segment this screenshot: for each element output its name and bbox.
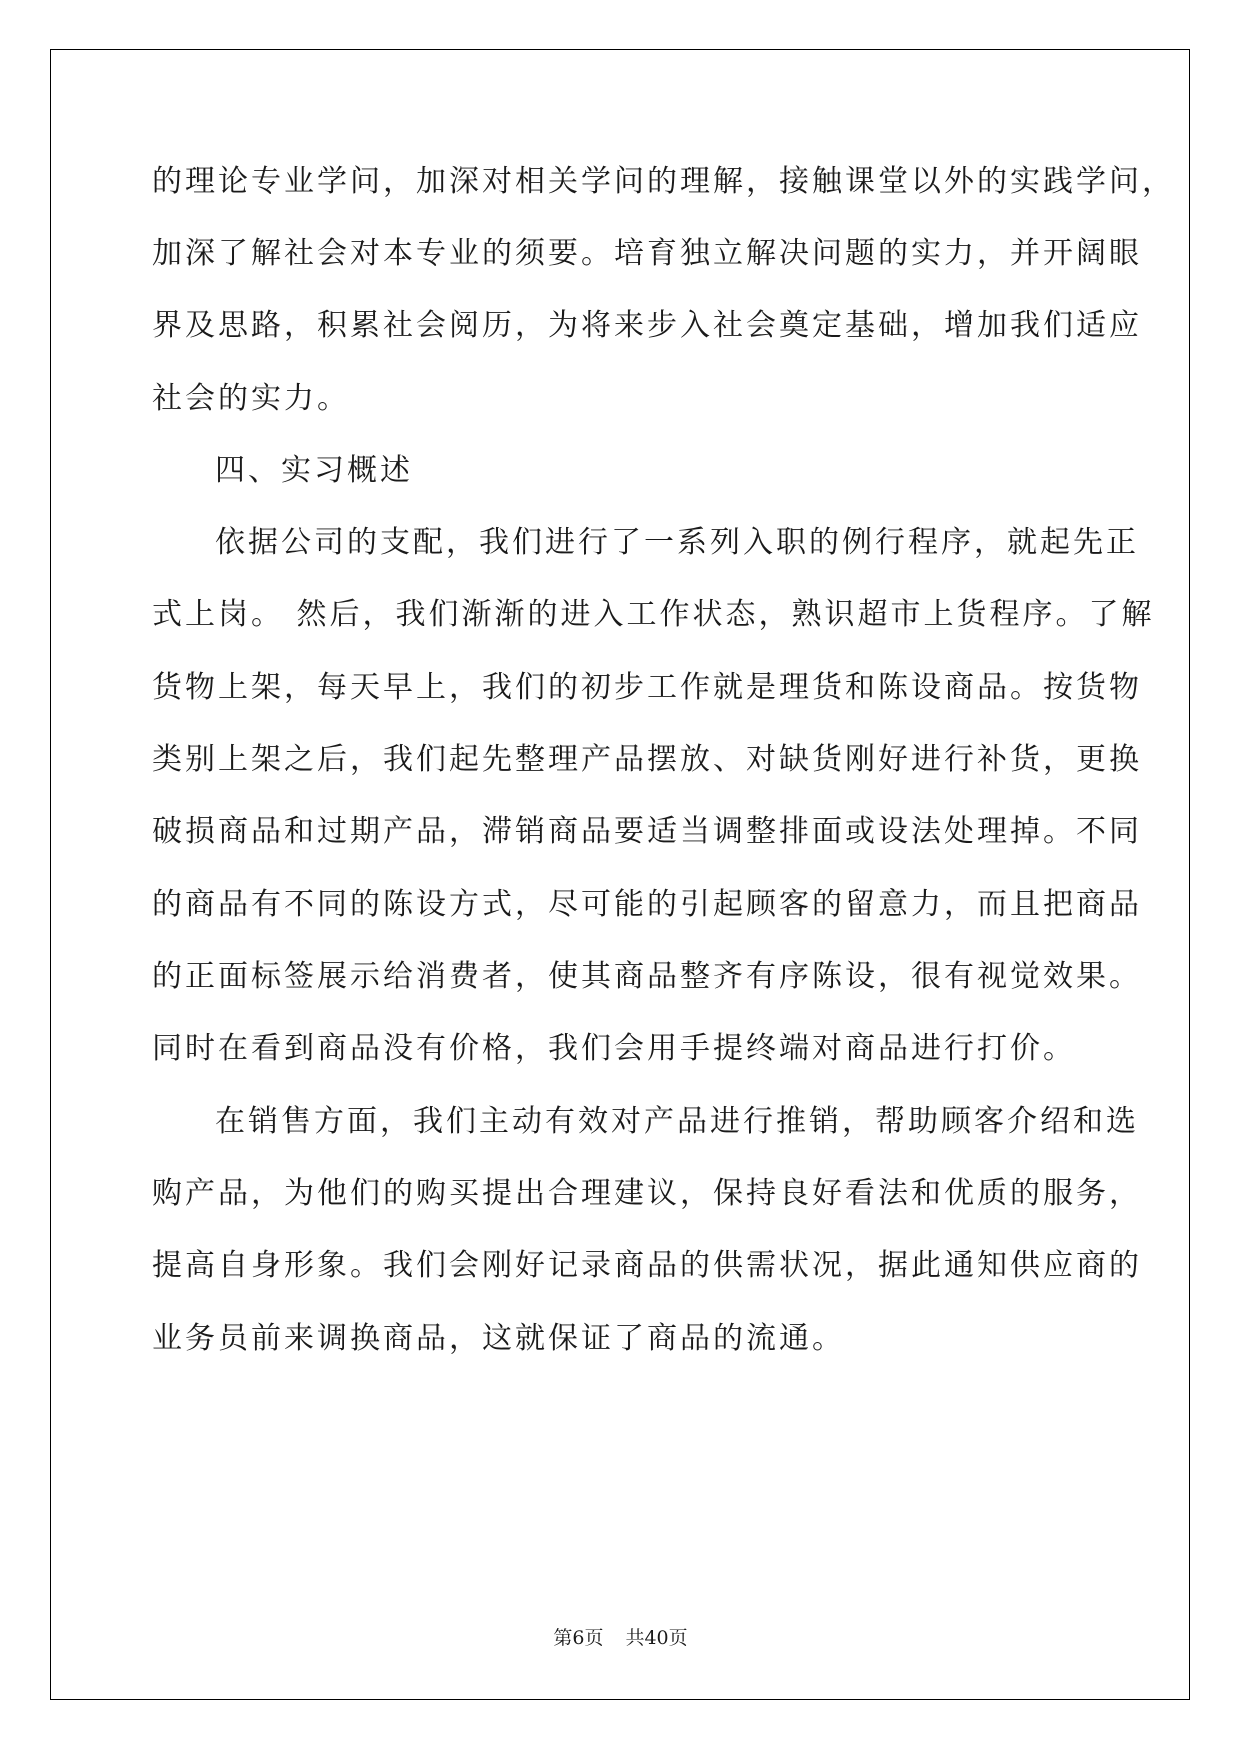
text-line: 同时在看到商品没有价格，我们会用手提终端对商品进行打价。 [152,1031,1076,1066]
page-number: 第6页 [553,1627,604,1649]
text-line: 提高自身形象。我们会刚好记录商品的供需状况，据此通知供应商的 [152,1248,1142,1283]
text-line: 式上岗。 然后，我们渐渐的进入工作状态，熟识超市上货程序。了解 [152,597,1155,632]
text-line: 的商品有不同的陈设方式，尽可能的引起顾客的留意力，而且把商品 [152,887,1142,922]
text-line: 货物上架，每天早上，我们的初步工作就是理货和陈设商品。按货物 [152,670,1142,705]
text-line: 购产品，为他们的购买提出合理建议，保持良好看法和优质的服务， [152,1176,1142,1211]
page-total: 共40页 [625,1627,688,1649]
text-line: 社会的实力。 [152,381,350,416]
page-footer [0,1623,1241,1650]
text-line: 加深了解社会对本专业的须要。培育独立解决问题的实力，并开阔眼 [152,236,1142,271]
page-frame [50,49,1190,1700]
text-line: 业务员前来调换商品，这就保证了商品的流通。 [152,1321,845,1356]
text-line: 的正面标签展示给消费者，使其商品整齐有序陈设，很有视觉效果。 [152,959,1142,994]
text-line: 界及思路，积累社会阅历，为将来步入社会奠定基础，增加我们适应 [152,308,1142,343]
text-line: 破损商品和过期产品，滞销商品要适当调整排面或设法处理掉。不同 [152,814,1142,849]
text-line: 依据公司的支配，我们进行了一系列入职的例行程序，就起先正 [215,525,1139,560]
text-line: 在销售方面，我们主动有效对产品进行推销，帮助顾客介绍和选 [215,1104,1139,1139]
section-heading: 四、实习概述 [215,453,413,488]
text-line: 的理论专业学问，加深对相关学问的理解，接触课堂以外的实践学问， [152,164,1175,199]
text-line: 类别上架之后，我们起先整理产品摆放、对缺货刚好进行补货，更换 [152,742,1142,777]
